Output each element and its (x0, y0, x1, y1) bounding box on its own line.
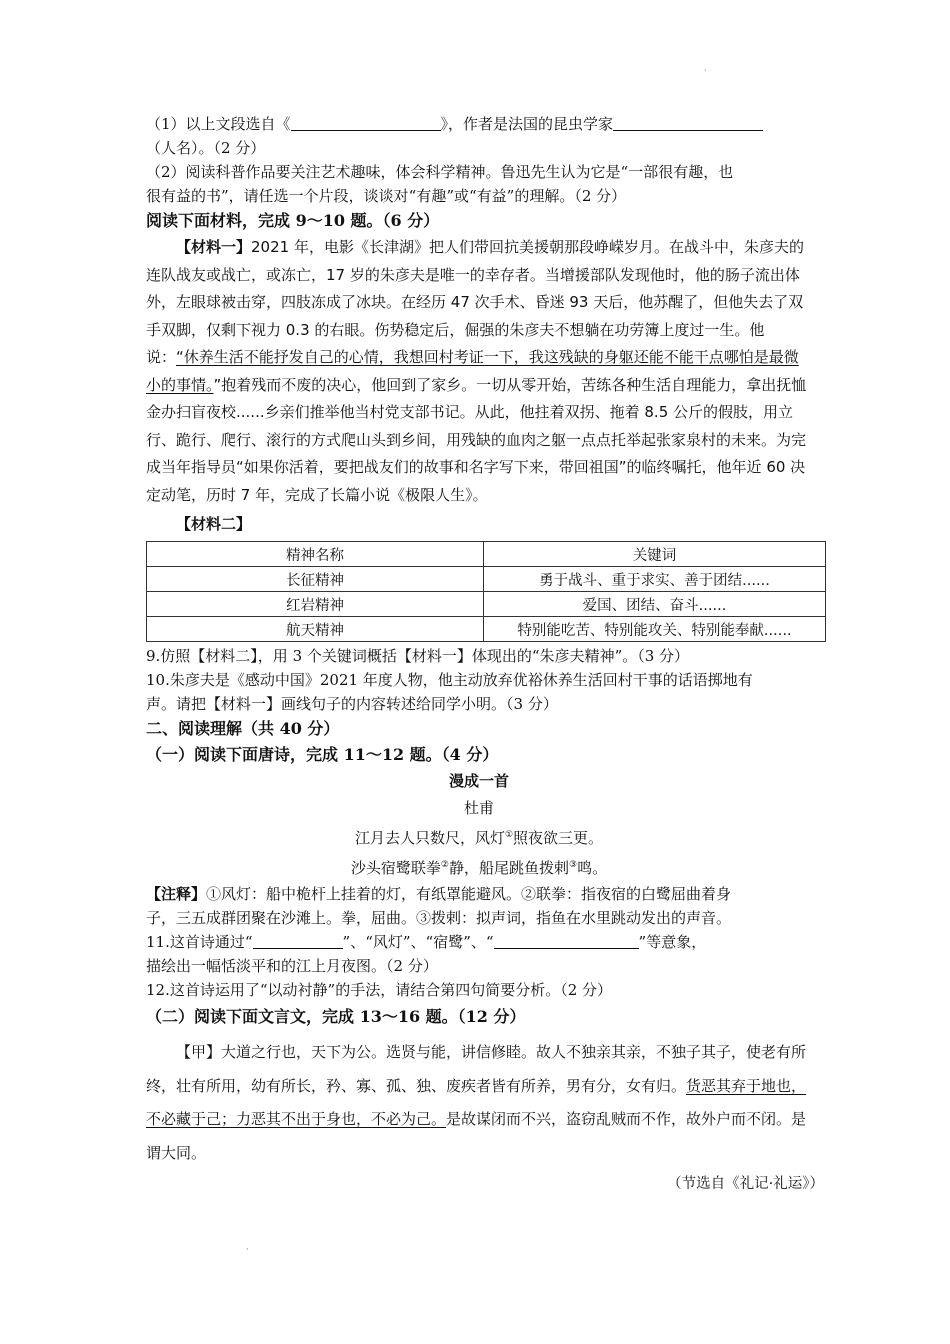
footnote-mark: ③ (569, 860, 578, 870)
q8-text: 》，作者是法国的昆虫学家 (440, 115, 614, 133)
poem-line-2 (146, 852, 812, 882)
poem-text: 静，船尾跳鱼拨剌 (448, 859, 569, 877)
corner-mark-icon: · (704, 66, 707, 76)
material-1-paragraph (146, 234, 812, 509)
spirit-table (146, 541, 826, 642)
section-2-heading: 二、阅读理解（共 40 分） (146, 719, 340, 738)
poem-text: 沙头宿鹭联拳 (350, 859, 441, 877)
answer-blank[interactable] (613, 114, 763, 131)
jia-text: 是故谋闭而不兴，盗窃乱贼而不作，故外户而不闭。是谓大同。 (146, 1110, 807, 1162)
classical-text-jia (146, 1036, 812, 1170)
page-content (146, 112, 824, 1198)
material-2-label: 【材料二】 (176, 515, 252, 533)
q8-line4: 很有益的书”，请任选一个片段，谈谈对“有趣”或“有益”的理解。（2 分） (146, 187, 627, 205)
answer-blank[interactable] (291, 114, 441, 131)
poem-author: 杜甫 (463, 799, 494, 817)
answer-blank[interactable] (253, 932, 343, 949)
poem-text: 照夜欲三更。 (513, 829, 604, 847)
q11-text: ”等意象， (638, 933, 707, 951)
q10-line2: 声。请把【材料一】画线句子的内容转述给同学小明。（3 分） (146, 695, 558, 713)
table-cell: 航天精神 (147, 617, 484, 642)
table-cell: 特别能吃苦、特别能攻关、特别能奉献...... (484, 617, 826, 642)
table-row (147, 567, 826, 592)
table-header: 精神名称 (147, 542, 484, 567)
table-row (147, 592, 826, 617)
table-cell: 爱国、团结、奋斗...... (484, 592, 826, 617)
q12: 12.这首诗运用了“以动衬静”的手法，请结合第四句简要分析。（2 分） (146, 981, 613, 999)
table-cell: 红岩精神 (147, 592, 484, 617)
answer-blank[interactable] (494, 932, 639, 949)
q11-text: 11.这首诗通过“ (146, 933, 253, 951)
footnote-mark: ① (504, 830, 514, 840)
q8-line1 (146, 112, 812, 136)
jia-label: 【甲】 (176, 1043, 222, 1061)
table-row (147, 617, 826, 642)
poem-line-1 (146, 822, 812, 852)
underlined-sentence: 货恶其弃于地也，不必藏于己；力恶其不出于身也，不必为己。 (146, 1076, 807, 1128)
table-cell: 长征精神 (147, 567, 484, 592)
table-cell: 勇于战斗、重于求实、善于团结...... (484, 567, 826, 592)
poem-text: 鸣。 (577, 859, 608, 877)
subsection-1-heading: （一）阅读下面唐诗，完成 11～12 题。（4 分） (146, 745, 499, 764)
source-citation: （节选自《礼记·礼运》） (667, 1176, 824, 1192)
q8-line3: （2）阅读科普作品要关注艺术趣味，体会科学精神。鲁迅先生认为它是“一部很有趣，也 (146, 163, 734, 181)
note-label: 【注释】 (146, 885, 207, 903)
q8-line2: （人名）。（2 分） (146, 139, 266, 157)
subsection-2-heading: （二）阅读下面文言文，完成 13～16 题。（12 分） (146, 1007, 526, 1026)
section-910-heading: 阅读下面材料，完成 9～10 题。（6 分） (146, 211, 440, 230)
material-1-text: 2021 年，电影《长津湖》把人们带回抗美援朝那段峥嵘岁月。在战斗中，朱彦夫的连队战友或战亡，或冻亡，17 岁的朱彦夫是唯一的幸存者。当增援部队发现他时，他的肠子流出体外，左眼球被击穿，四肢冻成了冰块。在经历 47 次手术、昏迷 93 天后，他苏醒了，但他失去了双手双脚，仅剩下视力 0.3 的右眼。伤势稳定后，倔强的朱彦夫不想躺在功劳簿上度过一生。他说： (146, 238, 804, 366)
q8-text: （1）以上文段选自《 (146, 115, 291, 133)
poem-note-line1 (146, 882, 812, 906)
jia-text: 大道之行也，天下为公。选贤与能，讲信修睦。故人不独亲其亲，不独子其子，使老有所终，壮有所用，幼有所长，矜、寡、孤、独、废疾者皆有所养，男有分，女有归。 (146, 1043, 807, 1095)
note-text: ①风灯：船中桅杆上挂着的灯，有纸罩能避风。②联拳：指夜宿的白鹭屈曲着身 (206, 885, 732, 903)
q10-line1: 10.朱彦夫是《感动中国》2021 年度人物，他主动放弃优裕休养生活回村干事的话语掷地有 (146, 671, 753, 689)
poem-title: 漫成一首 (448, 772, 509, 790)
poem-text: 江月去人只数尺，风灯 (354, 829, 505, 847)
q9: 9.仿照【材料二】，用 3 个关键词概括【材料一】体现出的“朱彦夫精神”。（3 分） (146, 647, 690, 665)
table-header: 关键词 (484, 542, 826, 567)
footnote-mark: ② (440, 860, 449, 870)
material-1-text: ”抱着残而不废的决心，他回到了家乡。一切从零开始，苦练各种生活自理能力，拿出抚恤金办扫盲夜校......乡亲们推举他当村党支部书记。从此，他拄着双拐、拖着 8.5 公斤的假肢，用立行、跪行、爬行、滚行的方式爬山头到乡间，用残缺的血肉之躯一点点托举起张家泉村的未来。为完成当年指导员“如果你活着，要把战友们的故事和名字写下来，带回祖国”的临终嘱托，他年近 60 决定动笔，历时 7 年，完成了长篇小说《极限人生》。 (146, 375, 807, 504)
q11-line2: 描绘出一幅恬淡平和的江上月夜图。（2 分） (146, 957, 438, 975)
q11-line1 (146, 930, 812, 954)
table-header-row (147, 542, 826, 567)
poem-note-line2: 子，三五成群团聚在沙滩上。拳，屈曲。③拨剌：拟声词，指鱼在水里跳动发出的声音。 (146, 909, 732, 927)
material-1-label: 【材料一】 (176, 238, 252, 256)
underlined-quote: “休养生活不能抒发自己的心情，我想回村考证一下，我这残缺的身躯还能不能干点哪怕是最微小的事情。 (146, 348, 799, 394)
q11-text: ”、“风灯”、“宿鹭”、“ (342, 933, 494, 951)
corner-mark-icon: · (246, 1245, 249, 1255)
